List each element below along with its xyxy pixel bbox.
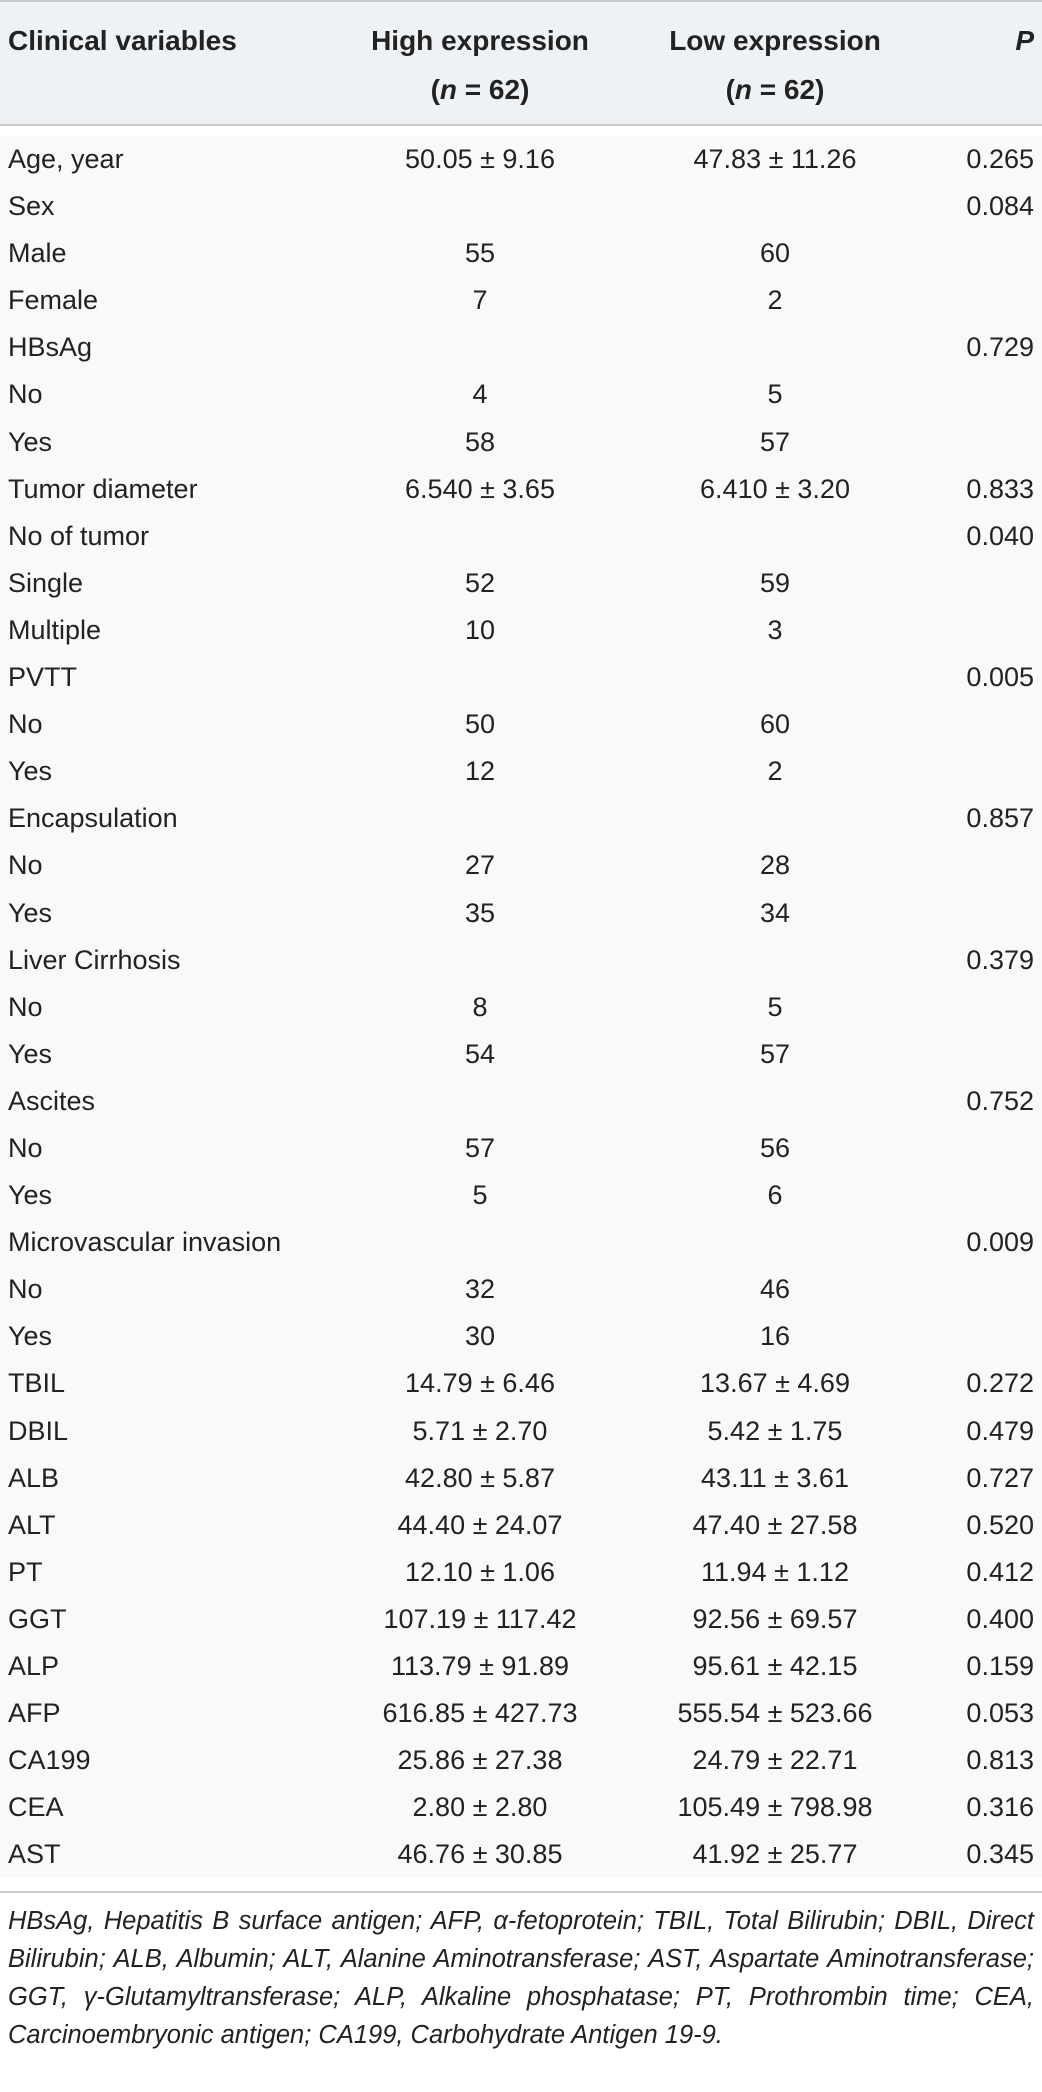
row-label: Yes: [8, 426, 53, 457]
table-row: [0, 1690, 1042, 1737]
p-value: 0.752: [966, 1085, 1034, 1116]
table-row: [0, 890, 1042, 937]
p-value: 0.379: [966, 944, 1034, 975]
table-row: [0, 1643, 1042, 1690]
low-expression-value: 57: [759, 426, 791, 457]
table-row: [0, 1784, 1042, 1831]
p-value: 0.009: [966, 1227, 1034, 1258]
table-row: [0, 466, 1042, 513]
row-label: Multiple: [8, 614, 102, 645]
low-expression-value: 47.83 ± 11.26: [693, 144, 857, 174]
low-expression-value: 6: [767, 1180, 783, 1211]
low-expression-value: 28: [759, 850, 791, 881]
row-label: Yes: [8, 1180, 53, 1211]
row-label: Age, year: [8, 144, 124, 174]
table-row: [0, 1031, 1042, 1078]
table-row: [0, 1455, 1042, 1502]
p-value: 0.400: [966, 1603, 1034, 1634]
table-body: [0, 136, 1042, 1878]
high-expression-value: 4: [472, 379, 488, 410]
row-label: Encapsulation: [8, 803, 178, 834]
low-expression-value: 5: [767, 991, 783, 1022]
high-expression-value: 12: [464, 756, 496, 787]
low-expression-value: 46: [759, 1274, 791, 1305]
header-high-n-count: = 62): [457, 74, 530, 105]
high-expression-value: 14.79 ± 6.46: [405, 1368, 555, 1399]
row-label: Female: [8, 285, 99, 316]
high-expression-value: 616.85 ± 427.73: [382, 1698, 578, 1729]
low-expression-value: 43.11 ± 3.61: [701, 1462, 849, 1493]
table-row: [0, 1172, 1042, 1219]
low-expression-value: 41.92 ± 25.77: [692, 1839, 858, 1870]
row-label: No: [8, 379, 43, 410]
low-expression-value: 47.40 ± 27.58: [692, 1509, 858, 1540]
high-expression-value: 5: [472, 1180, 488, 1211]
table-row: [0, 1408, 1042, 1455]
table-row: [0, 984, 1042, 1031]
high-expression-value: 58: [464, 426, 496, 457]
high-expression-value: 44.40 ± 24.07: [397, 1509, 563, 1540]
table-row: [0, 1737, 1042, 1784]
p-value: 0.813: [966, 1745, 1034, 1776]
header-p-value: P: [1015, 25, 1034, 56]
row-label: No: [8, 1132, 43, 1163]
high-expression-value: 50.05 ± 9.16: [405, 144, 555, 174]
row-label: AFP: [8, 1698, 61, 1729]
table-row: [0, 324, 1042, 371]
row-label: ALT: [8, 1509, 56, 1540]
row-label: Yes: [8, 756, 53, 787]
low-expression-value: 3: [767, 614, 783, 645]
table-row: [0, 560, 1042, 607]
table-row: [0, 513, 1042, 560]
row-label: PVTT: [8, 662, 78, 693]
row-label: ALB: [8, 1462, 60, 1493]
row-label: GGT: [8, 1603, 67, 1634]
table-row: [0, 371, 1042, 418]
low-expression-value: 16: [759, 1321, 791, 1352]
high-expression-value: 42.80 ± 5.87: [405, 1462, 555, 1493]
p-value: 0.345: [966, 1839, 1034, 1870]
low-expression-value: 59: [759, 567, 791, 598]
row-label: TBIL: [8, 1368, 66, 1399]
low-expression-value: 60: [759, 238, 791, 269]
high-expression-value: 107.19 ± 117.42: [383, 1603, 577, 1634]
high-expression-value: 113.79 ± 91.89: [391, 1651, 569, 1681]
low-expression-value: 13.67 ± 4.69: [700, 1368, 850, 1399]
low-expression-value: 95.61 ± 42.15: [692, 1651, 858, 1681]
p-value: 0.729: [966, 332, 1034, 363]
table-row: [0, 701, 1042, 748]
low-expression-value: 34: [759, 897, 791, 928]
row-label: ALP: [8, 1651, 60, 1681]
row-label: AST: [8, 1839, 61, 1870]
low-expression-value: 24.79 ± 22.71: [692, 1745, 858, 1776]
table-row: [0, 1831, 1042, 1878]
p-value: 0.272: [966, 1368, 1034, 1399]
high-expression-value: 35: [464, 897, 496, 928]
high-expression-value: 52: [464, 567, 496, 598]
row-label: CA199: [8, 1745, 91, 1776]
low-expression-value: 6.410 ± 3.20: [700, 473, 850, 504]
table-row: [0, 748, 1042, 795]
high-expression-value: 27: [464, 850, 496, 881]
table-row: [0, 654, 1042, 701]
row-label: Male: [8, 238, 67, 269]
header-low-n-symbol: n: [734, 74, 753, 105]
table-row: [0, 1078, 1042, 1125]
table-header: [0, 0, 1042, 126]
low-expression-value: 11.94 ± 1.12: [701, 1556, 849, 1587]
high-expression-value: 8: [472, 991, 488, 1022]
bottom-rule: [0, 1891, 1042, 1893]
row-label: PT: [8, 1556, 43, 1587]
row-label: Yes: [8, 897, 53, 928]
top-rule: [0, 0, 1042, 2]
low-expression-value: 57: [759, 1038, 791, 1069]
high-expression-value: 10: [464, 614, 496, 645]
high-expression-value: 32: [464, 1274, 496, 1305]
table-row: [0, 1502, 1042, 1549]
table-row: [0, 1360, 1042, 1407]
row-label: Tumor diameter: [8, 473, 198, 504]
table-row: [0, 419, 1042, 466]
header-low-n: (n = 62): [725, 74, 825, 105]
table-row: [0, 1549, 1042, 1596]
row-label: No: [8, 1274, 43, 1305]
table-row: [0, 230, 1042, 277]
low-expression-value: 2: [767, 285, 783, 316]
p-value: 0.412: [966, 1556, 1034, 1587]
table-row: [0, 277, 1042, 324]
row-label: No: [8, 709, 43, 740]
header-high-expression: High expression: [371, 25, 589, 56]
low-expression-value: 60: [759, 709, 791, 740]
row-label: Yes: [8, 1321, 53, 1352]
low-expression-value: 105.49 ± 798.98: [677, 1792, 873, 1823]
table-row: [0, 1266, 1042, 1313]
table-row: [0, 795, 1042, 842]
high-expression-value: 12.10 ± 1.06: [405, 1556, 555, 1587]
high-expression-value: 5.71 ± 2.70: [412, 1415, 548, 1446]
header-low-n-count: = 62): [752, 74, 825, 105]
row-label: No: [8, 850, 43, 881]
table-row: [0, 183, 1042, 230]
p-value: 0.316: [966, 1792, 1034, 1823]
high-expression-value: 50: [464, 709, 496, 740]
row-label: DBIL: [8, 1415, 69, 1446]
p-value: 0.040: [966, 520, 1034, 551]
table-row: [0, 136, 1042, 183]
row-label: Single: [8, 567, 84, 598]
table-row: [0, 937, 1042, 984]
high-expression-value: 57: [464, 1132, 496, 1163]
p-value: 0.053: [966, 1698, 1034, 1729]
row-label: Ascites: [8, 1085, 96, 1116]
p-value: 0.857: [966, 803, 1034, 834]
row-label: No of tumor: [8, 520, 150, 551]
table-footnote: HBsAg, Hepatitis B surface antigen; AFP, α-fetoprotein; TBIL, Total Bilirubin; DBIL, Direct Bilirubin; ALB, Albumin; ALT, Alanine Aminotransferase; AST, Aspartate Aminotransferase; GGT, γ-Glutamyltransferase; ALP, Alkaline phosphatase; PT, Prothrombin time; CEA, Carcinoembryonic antigen; CA199, Carbohydrate Antigen 19-9.: [8, 1907, 1034, 2049]
low-expression-value: 555.54 ± 523.66: [677, 1698, 873, 1729]
row-label: Sex: [8, 191, 55, 222]
high-expression-value: 54: [464, 1038, 496, 1069]
p-value: 0.479: [966, 1415, 1034, 1446]
header-low-expression: Low expression: [669, 25, 881, 56]
p-value: 0.727: [966, 1462, 1034, 1493]
low-expression-value: 5.42 ± 1.75: [707, 1415, 843, 1446]
row-label: CEA: [8, 1792, 64, 1823]
row-label: Yes: [8, 1038, 53, 1069]
header-clinical-variables: Clinical variables: [8, 25, 237, 56]
low-expression-value: 2: [767, 756, 783, 787]
p-value: 0.005: [966, 662, 1034, 693]
table-row: [0, 607, 1042, 654]
row-label: HBsAg: [8, 332, 93, 363]
row-label: Microvascular invasion: [8, 1227, 282, 1258]
table-row: [0, 1596, 1042, 1643]
header-high-n: (n = 62): [430, 74, 530, 105]
table-row: [0, 1125, 1042, 1172]
p-value: 0.265: [966, 144, 1034, 174]
table-row: [0, 1313, 1042, 1360]
p-value: 0.159: [966, 1651, 1034, 1681]
table-row: [0, 1219, 1042, 1266]
p-value: 0.833: [966, 473, 1034, 504]
p-value: 0.520: [966, 1509, 1034, 1540]
high-expression-value: 46.76 ± 30.85: [397, 1839, 563, 1870]
row-label: Liver Cirrhosis: [8, 944, 181, 975]
low-expression-value: 5: [767, 379, 783, 410]
high-expression-value: 6.540 ± 3.65: [405, 473, 555, 504]
p-value: 0.084: [966, 191, 1034, 222]
table-row: [0, 842, 1042, 889]
header-high-n-symbol: n: [439, 74, 458, 105]
high-expression-value: 30: [464, 1321, 496, 1352]
low-expression-value: 92.56 ± 69.57: [692, 1603, 858, 1634]
high-expression-value: 7: [472, 285, 488, 316]
high-expression-value: 55: [464, 238, 496, 269]
high-expression-value: 2.80 ± 2.80: [412, 1792, 548, 1823]
high-expression-value: 25.86 ± 27.38: [397, 1745, 563, 1776]
row-label: No: [8, 991, 43, 1022]
low-expression-value: 56: [759, 1132, 791, 1163]
